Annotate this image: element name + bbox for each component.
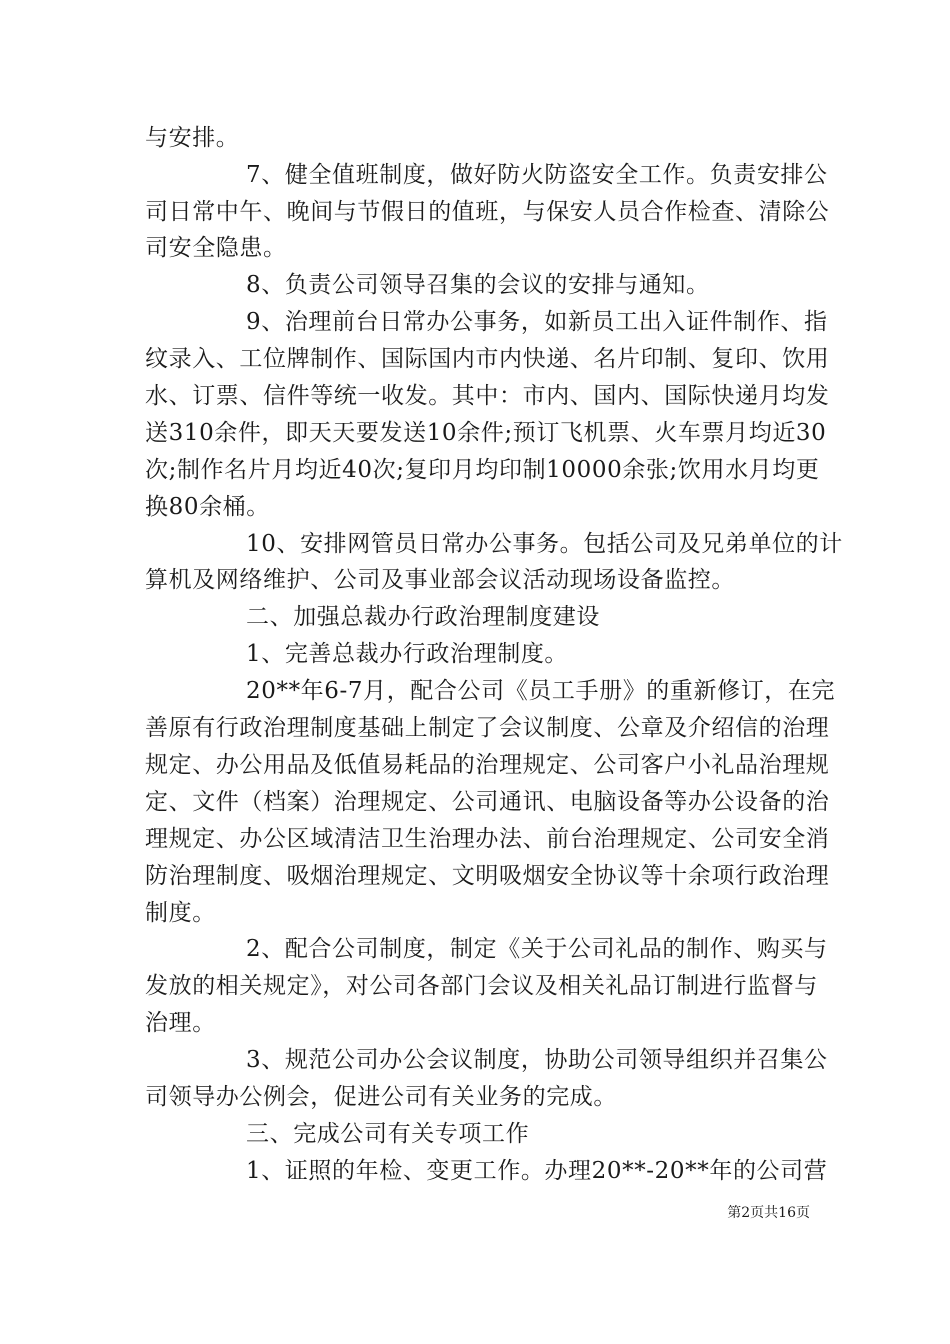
page-number: 第2页共16页: [727, 1205, 810, 1221]
text-line: 算机及网络维护、公司及事业部会议活动现场设备监控。: [145, 567, 735, 593]
text-line: 纹录入、工位牌制作、国际国内市内快递、名片印制、复印、饮用: [145, 346, 830, 372]
text-line: 定、文件（档案）治理规定、公司通讯、电脑设备等办公设备的治: [145, 789, 830, 815]
text-line: 司日常中午、晚间与节假日的值班，与保安人员合作检查、清除公: [145, 199, 830, 225]
text-line: 8、负责公司领导召集的会议的安排与通知。: [246, 272, 710, 298]
section-heading: 三、完成公司有关专项工作: [246, 1121, 530, 1147]
text-line: 3、规范公司办公会议制度，协助公司领导组织并召集公: [246, 1047, 828, 1073]
text-line: 换80余桶。: [145, 494, 270, 520]
text-line: 送310余件，即天天要发送10余件;预订飞机票、火车票月均近30: [145, 420, 827, 446]
text-line: 制度。: [145, 900, 216, 926]
text-line: 1、证照的年检、变更工作。办理20**-20**年的公司营: [246, 1158, 828, 1184]
subsection-heading: 1、完善总裁办行政治理制度。: [246, 641, 569, 667]
text-line: 与安排。: [145, 125, 240, 151]
text-line: 次;制作名片月均近40次;复印月均印制10000余张;饮用水月均更: [145, 457, 820, 483]
text-line: 治理。: [145, 1010, 216, 1036]
text-line: 防治理制度、吸烟治理规定、文明吸烟安全协议等十余项行政治理: [145, 863, 830, 889]
text-line: 10、安排网管员日常办公事务。包括公司及兄弟单位的计: [246, 531, 843, 557]
text-line: 司安全隐患。: [145, 235, 287, 261]
text-line: 7、健全值班制度，做好防火防盗安全工作。负责安排公: [246, 162, 828, 188]
text-line: 规定、办公用品及低值易耗品的治理规定、公司客户小礼品治理规: [145, 752, 830, 778]
section-heading: 二、加强总裁办行政治理制度建设: [246, 604, 600, 630]
text-line: 司领导办公例会，促进公司有关业务的完成。: [145, 1084, 617, 1110]
text-line: 2、配合公司制度，制定《关于公司礼品的制作、购买与: [246, 936, 828, 962]
text-line: 20**年6-7月，配合公司《员工手册》的重新修订，在完: [246, 678, 836, 704]
text-line: 发放的相关规定》，对公司各部门会议及相关礼品订制进行监督与: [145, 973, 818, 999]
text-line: 水、订票、信件等统一收发。其中：市内、国内、国际快递月均发: [145, 383, 830, 409]
text-line: 善原有行政治理制度基础上制定了会议制度、公章及介绍信的治理: [145, 715, 830, 741]
text-line: 理规定、办公区域清洁卫生治理办法、前台治理规定、公司安全消: [145, 826, 830, 852]
text-line: 9、治理前台日常办公事务，如新员工出入证件制作、指: [246, 309, 828, 335]
